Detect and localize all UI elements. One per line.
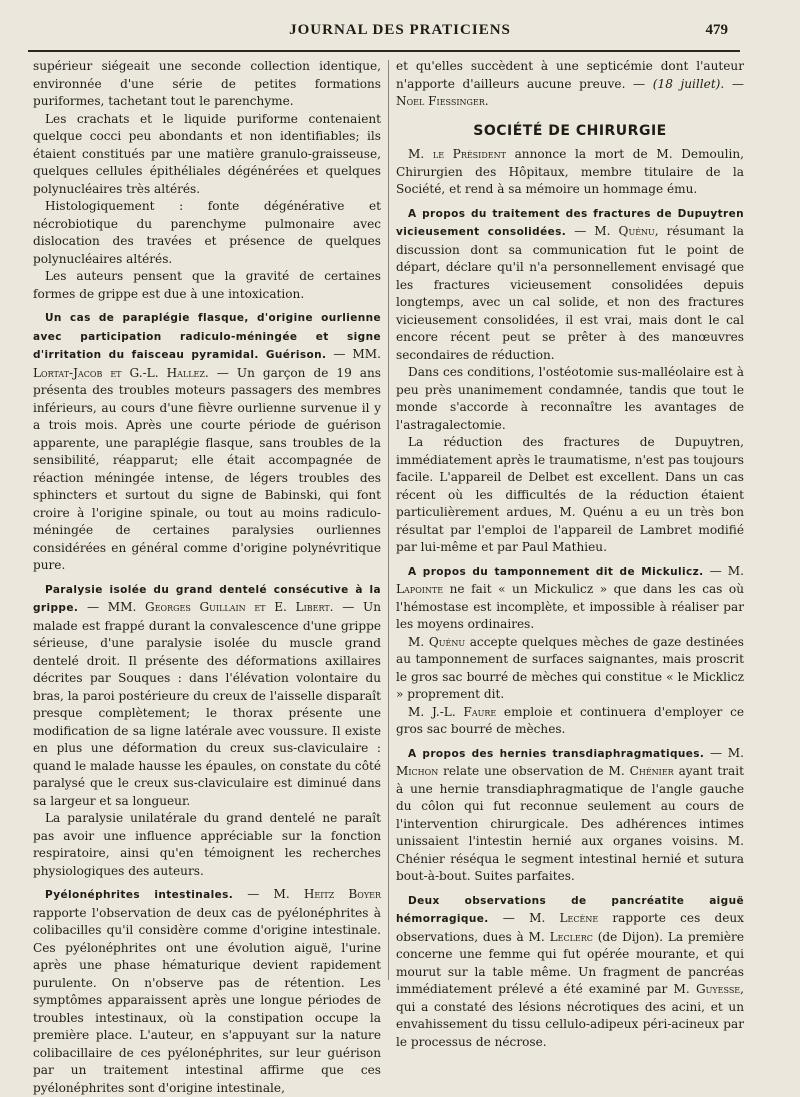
right-column (396, 58, 744, 1051)
abstract-authors: Lecène (559, 911, 599, 925)
author: Leclerc (549, 929, 593, 944)
text: rapporte ces deux observations, dues à M. (396, 911, 744, 944)
abstract-text: — Un malade est frappé durant la convalescence d'une grippe sérieuse, d'une paralysie isolée du muscle grand dentelé droit. Il présente des déformations axillaires décrites par Souques : dans l'élévation volontaire du bras, la paroi postérieure du creux de l'aisselle disparaît presque complètement; le thorax présente une modification de sa ligne latérale avec voussure. Il existe en plus une déformation du creux sus-claviculaire : quand le malade hausse les épaules, on constate du côté paralysé que le creux sus-claviculaire est diminué dans sa largeur et sa longueur. (33, 600, 381, 808)
section-heading: SOCIÉTÉ DE CHIRURGIE (473, 122, 667, 139)
announcement-text: annonce la mort de M. Demoulin, Chirurgien des Hôpitaux, membre titulaire de la Société, et rend à sa mémoire un hommage ému. (396, 147, 744, 196)
abstract-text: ne fait « un Mickulicz » que dans les cas où l'hémostase est incomplète, et impossible à réaliser par les moyens ordinaires. (396, 582, 744, 631)
left-column (33, 58, 381, 1097)
abstract-title: Un cas de paraplégie flasque, d'origine ourlienne avec participation radiculo-méningée et signe d'irritation du faisceau pyramidal. Guérison. (33, 312, 381, 361)
abstract-title: A propos du traitement des fractures de Dupuytren vicieusement consolidées. (396, 207, 744, 238)
text: accepte quelques mèches de gaze destinées au tamponnement de surfaces saignantes, mais proscrit le gros sac bourré de mèches qui constitue « le Micklicz » proprement dit. (396, 634, 745, 701)
continuation-paragraph (396, 58, 744, 111)
signature: Noel Fiessinger. (396, 94, 489, 108)
abstract-text: — Un garçon de 19 ans présenta des troubles moteurs passagers des membres inférieurs, au cours d'une fièvre ourlienne survenue il y a trois mois. Après une courte période de guérison apparente, une paraplégie flasque, sans troubles de la sensibilité, réapparut; elle était accompagnée de réaction méningée intense, de légers troubles des sphincters et surtout du signe de Babinski, qui font croire à l'origine spinale, ou tout au moins radiculo-méningée de certaines paralysies ourliennes considérées en général comme d'origine polynévritique pure. (33, 365, 381, 572)
president-label: M. le Président (408, 147, 506, 161)
abstract-title: Paralysie isolée du grand dentelé consécutive à la grippe. (33, 583, 381, 614)
paragraph: Les crachats et le liquide puriforme contenaient quelque cocci peu abondants et non identifiables; ils étaient constitués par une matière granulo-graisseuse, quelques cellules épithéliales dégénérées et quelques polynucléaires très altérés. (33, 111, 381, 196)
date: (18 juillet). (652, 76, 725, 91)
page-number: 479 (705, 22, 728, 38)
separator: — M. (566, 224, 619, 238)
text: emploie et continuera d'employer ce gros sac bourré de mèches. (396, 704, 745, 736)
paragraph: supérieur siégeait une seconde collection identique, environnée d'une série de petites formations puriformes, tachetant tout le parenchyme. (33, 59, 381, 108)
text: , qui a constaté des lésions nécrotiques des acini, et un envahissement du tissu cellulo-adipeux péri-acineux par le processus de nécrose. (396, 982, 744, 1049)
abstract-authors: Heitz Boyer (303, 887, 381, 901)
paragraph: Dans ces conditions, l'ostéotomie sus-malléolaire est à peu près unanimement condamnée, tandis que tout le monde s'accorde à reconnaître les avantages de l'astragalectomie. (396, 365, 744, 432)
abstract-title: A propos des hernies transdiaphragmatiques. (408, 747, 705, 760)
author: Quénu (428, 634, 466, 649)
separator: — M. (233, 887, 304, 901)
author: Chénier (629, 764, 674, 778)
prefix: M. J.-L. (408, 704, 464, 719)
paragraph (396, 704, 744, 739)
abstract-title: A propos du tamponnement dit de Mickulicz. (408, 565, 704, 578)
prefix: M. (408, 634, 429, 649)
separator: — M. (703, 563, 744, 578)
abstract-text: rapporte l'observation de deux cas de pyélonéphrites à colibacilles qu'il considère comme d'origine intestinale. Ces pyélonéphrites ont une évolution aiguë, l'urine après une phase hématurique devient rapidement purulente. On n'observe pas de rétention. Les symptômes apparaissent après une longue périodes de troubles intestinaux, où la constipation occupe la première place. L'auteur, en s'appuyant sur la nature colibacillaire de ces pyélonéphrites, sur leur guérison par un traitement intestinal affirme que ces pyélonéphrites sont d'origine intestinale, (33, 905, 381, 1095)
abstract-text: , résumant la discussion dont sa communication fut le point de départ, déclare qu'il n'a personnellement envisagé que les fractures vicieusement consolidées depuis longtemps, avec un cal solide, et non des fractures vicieusement consolidées, il est vrai, mais dont le cal encore récent peut se prêter à des manœuvres secondaires de réduction. (396, 224, 744, 362)
paragraph: Les auteurs pensent que la gravité de certaines formes de grippe est due à une intoxication. (33, 269, 381, 301)
text: ayant trait à une hernie transdiaphragmatique de l'angle gauche du côlon qui fut reconnue seulement au cours de l'intervention chirurgicale. Des adhérences intimes unissaient l'intestin hernié aux organes voisins. M. Chénier réséqua le segment intestinal hernié et sutura bout-à-bout. Suites parfaites. (396, 764, 744, 883)
separator: — (724, 76, 744, 91)
separator: — M. (704, 745, 744, 760)
president-announcement (396, 146, 744, 199)
running-title: JOURNAL DES PRATICIENS (289, 22, 511, 38)
abstract-authors: Lortat-Jacob et G.-L. Hallez. (33, 365, 209, 380)
page-header (0, 22, 800, 46)
abstract-hernies (396, 745, 744, 886)
abstract-authors: Quénu (618, 224, 655, 238)
paragraph: La paralysie unilatérale du grand dentelé ne paraît pas avoir une influence appréciable sur la fonction respiratoire, ainsi qu'en témoignent les recherches physiologiques des auteurs. (33, 811, 381, 878)
separator: — MM. (326, 347, 381, 361)
continuation-text: et qu'elles succèdent à une septicémie dont l'auteur n'apporte d'ailleurs aucune preuve. — (396, 59, 744, 91)
abstract-authors: Lapointe (396, 582, 444, 596)
abstract-authors: Georges Guillain et E. Libert. (145, 600, 334, 614)
paragraph: Histologiquement : fonte dégénérative et nécrobiotique du parenchyme pulmonaire avec dislocation des travées et présence de quelques polynucléaires altérés. (33, 199, 381, 266)
abstract-grand-dentele (33, 581, 381, 811)
abstract-pyelonephrites (33, 886, 381, 1097)
author: Guyesse (695, 982, 741, 996)
text: (de Dijon). La première concerne une femme qui fut opérée mourante, et qui mourut sur la table même. Un fragment de pancréas immédiatement prélevé a été examiné par M. (396, 929, 744, 996)
abstract-authors: Michon (396, 764, 439, 778)
paragraph (396, 634, 744, 704)
abstract-paraplegie (33, 309, 381, 575)
abstract-mickulicz (396, 563, 744, 634)
separator: — MM. (78, 600, 146, 614)
text: relate une observation de M. (438, 764, 630, 778)
abstract-title: Deux observations de pancréatite aiguë hémorragique. (396, 894, 744, 925)
header-rule (28, 50, 740, 52)
separator: — M. (488, 911, 560, 925)
abstract-dupuytren (396, 205, 744, 365)
paragraph: La réduction des fractures de Dupuytren, immédiatement après le traumatisme, n'est pas toujours facile. L'appareil de Delbet est excellent. Dans un cas récent où les difficultés de la réduction étaient particulièrement ardues, M. Quénu a eu un très bon résultat par l'emploi de l'appareil de Lambret modifié par lui-même et par Paul Mathieu. (396, 435, 744, 554)
column-divider (388, 60, 389, 980)
author: Faure (463, 704, 497, 719)
abstract-pancreatite (396, 892, 744, 1052)
abstract-title: Pyélonéphrites intestinales. (45, 889, 234, 901)
